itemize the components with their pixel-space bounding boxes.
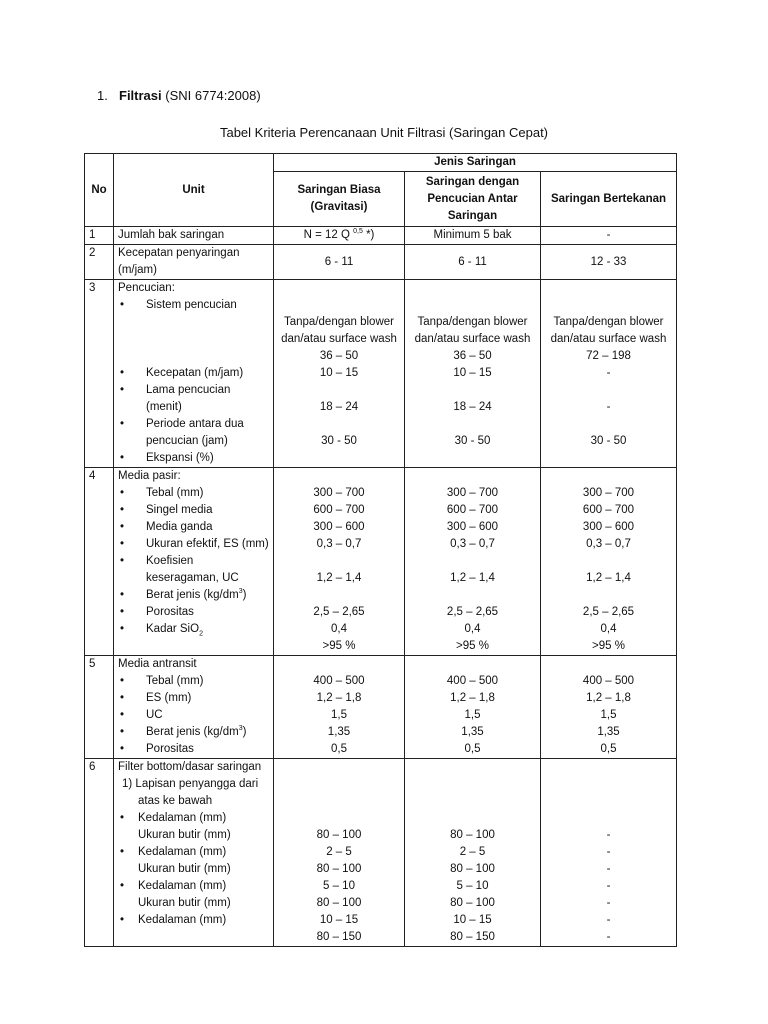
header-unit: Unit — [114, 154, 274, 227]
section-heading — [97, 87, 261, 104]
row-value: 80 – 100 2 – 5 80 – 100 5 – 10 80 – 100 10 – 15 80 – 150 — [274, 759, 405, 947]
row-value: Tanpa/dengan blower dan/atau surface wash 36 – 50 10 – 15 18 – 24 30 - 50 — [405, 280, 541, 468]
row-value: - — [541, 227, 677, 245]
row-value: 400 – 500 1,2 – 1,8 1,5 1,35 0,5 — [274, 656, 405, 759]
list-item: • Porositas — [118, 741, 269, 758]
list-item: • Singel media — [118, 502, 269, 519]
row-value: 80 – 100 2 – 5 80 – 100 5 – 10 80 – 100 10 – 15 80 – 150 — [405, 759, 541, 947]
row-value: 300 – 700 600 – 700 300 – 600 0,3 – 0,7 1,2 – 1,4 2,5 – 2,65 0,4 >95 % — [541, 468, 677, 656]
list-item: • Kedalaman (mm) — [118, 878, 269, 895]
criteria-table — [84, 153, 677, 947]
row-unit: Kecepatan penyaringan (m/jam) — [114, 245, 274, 280]
list-item: Ukuran butir (mm) — [138, 829, 231, 841]
row-unit — [114, 759, 274, 947]
list-item: • Tebal (mm) — [118, 673, 269, 690]
list-item: • Berat jenis $(kg/dm^3)$ — [118, 724, 269, 741]
row-value: N = 12 Q $^{0,5}$ *) — [274, 227, 405, 245]
list-item: • Sistem pencucian — [118, 297, 269, 314]
section-standard: (SNI 6774:2008) — [165, 88, 261, 103]
row-unit-title: Filter bottom/dasar saringan — [118, 761, 262, 773]
row-value: - - - - - - - — [541, 759, 677, 947]
row-number: 3 — [85, 280, 114, 468]
row-value: 6 - 11 — [274, 245, 405, 280]
list-item: • Media ganda — [118, 519, 269, 536]
row-value: 6 - 11 — [405, 245, 541, 280]
table-row — [85, 468, 677, 656]
list-item: • Koefisien keseragaman, UC — [118, 553, 269, 587]
row-value: 400 – 500 1,2 – 1,8 1,5 1,35 0,5 — [541, 656, 677, 759]
table-row — [85, 245, 677, 280]
list-item: • Ekspansi (%) — [118, 450, 269, 467]
header-saringan-biasa: Saringan Biasa (Gravitasi) — [274, 172, 405, 227]
row-value: Tanpa/dengan blower dan/atau surface wash 36 – 50 10 – 15 18 – 24 30 - 50 — [274, 280, 405, 468]
list-item: • Kedalaman (mm) — [118, 810, 269, 827]
row-value: 12 - 33 — [541, 245, 677, 280]
header-saringan-bertekanan: Saringan Bertekanan — [541, 172, 677, 227]
section-number: 1. — [97, 88, 108, 103]
row-number: 6 — [85, 759, 114, 947]
list-item: • Porositas — [118, 604, 269, 621]
row-value: 300 – 700 600 – 700 300 – 600 0,3 – 0,7 1,2 – 1,4 2,5 – 2,65 0,4 >95 % — [274, 468, 405, 656]
list-item: • ES (mm) — [118, 690, 269, 707]
list-item: Ukuran butir (mm) — [138, 863, 231, 875]
header-jenis-saringan: Jenis Saringan — [274, 154, 677, 172]
row-value: Minimum 5 bak — [405, 227, 541, 245]
row-value: 300 – 700 600 – 700 300 – 600 0,3 – 0,7 1,2 – 1,4 2,5 – 2,65 0,4 >95 % — [405, 468, 541, 656]
header-saringan-pencucian: Saringan dengan Pencucian Antar Saringan — [405, 172, 541, 227]
table-header-row — [85, 154, 677, 172]
list-item: • Kedalaman (mm) — [118, 912, 269, 929]
section-title: Filtrasi — [119, 88, 162, 103]
row-unit-title: Media antransit — [118, 658, 197, 670]
row-value: Tanpa/dengan blower dan/atau surface wash 72 – 198 - - 30 - 50 — [541, 280, 677, 468]
row-unit: Jumlah bak saringan — [114, 227, 274, 245]
list-item: • UC — [118, 707, 269, 724]
list-item: • Kecepatan (m/jam) — [118, 365, 269, 382]
row-number: 5 — [85, 656, 114, 759]
table-row — [85, 227, 677, 245]
row-unit-title: Media pasir: — [118, 470, 181, 482]
table-caption: Tabel Kriteria Perencanaan Unit Filtrasi (Saringan Cepat) — [219, 125, 549, 140]
list-item: • Lama pencucian (menit) — [118, 382, 269, 416]
list-subheading: 1) Lapisan penyangga dari atas ke bawah — [122, 778, 259, 807]
row-unit-title: Pencucian: — [118, 282, 175, 294]
list-item: Ukuran butir (mm) — [138, 897, 231, 909]
row-unit — [114, 280, 274, 468]
row-number: 1 — [85, 227, 114, 245]
list-item: • Ukuran efektif, ES (mm) — [118, 536, 269, 553]
list-item: • Kedalaman (mm) — [118, 844, 269, 861]
table-row — [85, 759, 677, 947]
row-unit — [114, 656, 274, 759]
list-item: • Periode antara dua pencucian (jam) — [118, 416, 269, 450]
table-row — [85, 656, 677, 759]
row-unit — [114, 468, 274, 656]
list-item: • Kadar SiO$_2$ — [118, 621, 269, 638]
row-number: 4 — [85, 468, 114, 656]
row-number: 2 — [85, 245, 114, 280]
table-row — [85, 280, 677, 468]
header-no: No — [85, 154, 114, 227]
row-value: 400 – 500 1,2 – 1,8 1,5 1,35 0,5 — [405, 656, 541, 759]
list-item: • Tebal (mm) — [118, 485, 269, 502]
list-item: • Berat jenis $(kg/dm^3)$ — [118, 587, 269, 604]
